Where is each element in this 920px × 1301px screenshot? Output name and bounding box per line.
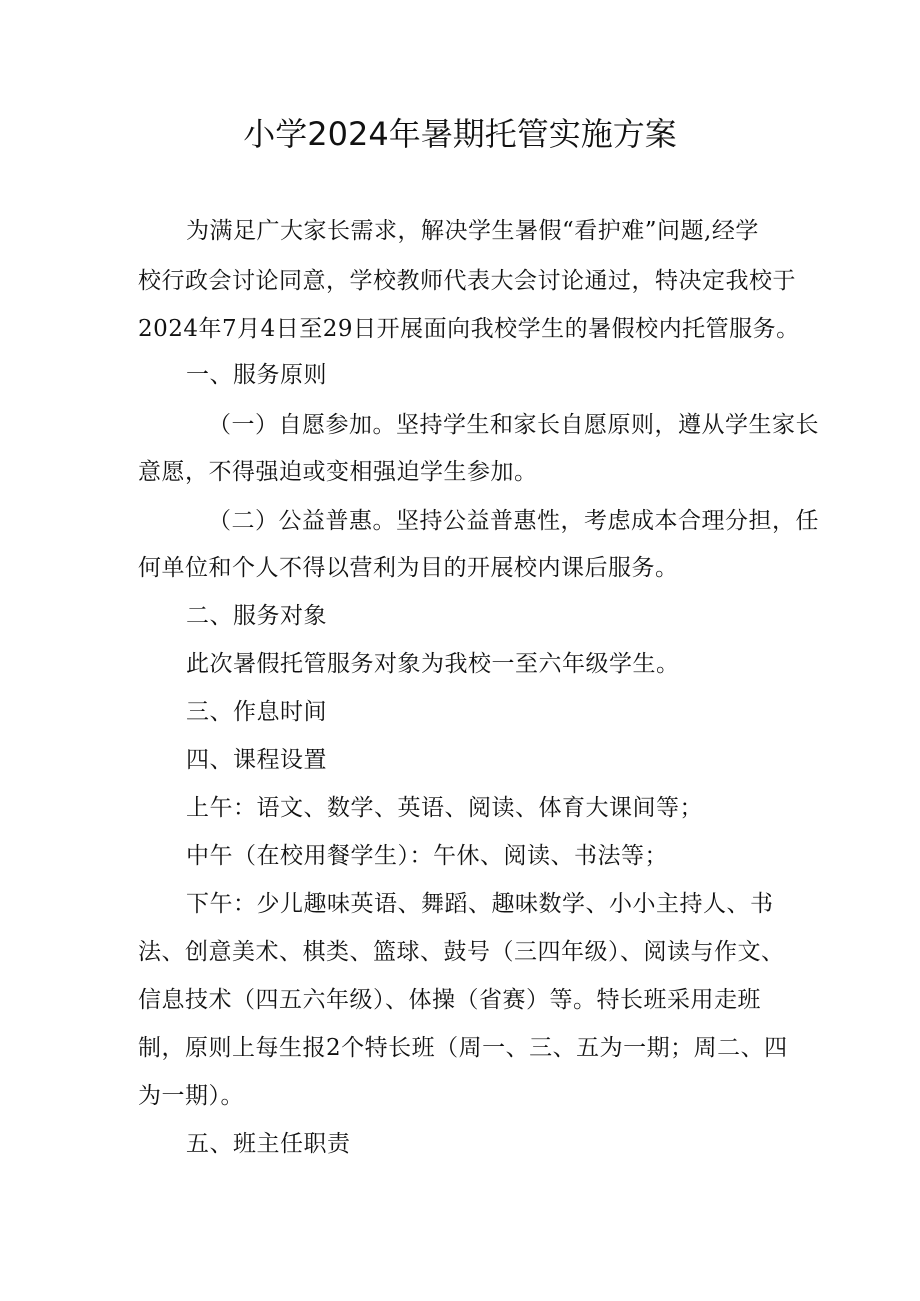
document-title: 小学2024年暑期托管实施方案 — [243, 115, 677, 153]
section-heading: 一、服务原则 — [186, 362, 327, 388]
section-heading: 二、服务对象 — [186, 603, 327, 629]
paragraph-line: 下午：少儿趣味英语、舞蹈、趣味数学、小小主持人、书 — [186, 891, 774, 917]
section-heading: 五、班主任职责 — [186, 1131, 351, 1157]
paragraph-line: 此次暑假托管服务对象为我校一至六年级学生。 — [186, 651, 680, 677]
paragraph-line: 信息技术（四五六年级）、体操（省赛）等。特长班采用走班 — [138, 987, 761, 1013]
paragraph-line: 上午：语文、数学、英语、阅读、体育大课间等； — [186, 795, 703, 821]
paragraph-line: 校行政会讨论同意，学校教师代表大会讨论通过，特决定我校于 — [138, 268, 796, 294]
paragraph-line: 中午（在校用餐学生）：午休、阅读、书法等； — [186, 843, 668, 869]
section-heading: 三、作息时间 — [186, 699, 327, 725]
paragraph-line: 2024年7月4日至29日开展面向我校学生的暑假校内托管服务。 — [138, 316, 800, 342]
paragraph-line: （一）自愿参加。坚持学生和家长自愿原则，遵从学生家长 — [208, 412, 819, 438]
paragraph-line: （二）公益普惠。坚持公益普惠性，考虑成本合理分担，任 — [208, 508, 819, 534]
section-heading: 四、课程设置 — [186, 747, 327, 773]
paragraph-line: 意愿，不得强迫或变相强迫学生参加。 — [138, 459, 538, 485]
paragraph-line: 法、创意美术、棋类、篮球、鼓号（三四年级）、阅读与作文、 — [138, 939, 785, 965]
paragraph-line: 制，原则上每生报2个特长班（周一、三、五为一期；周二、四 — [138, 1035, 788, 1061]
paragraph-line: 为满足广大家长需求，解决学生暑假“看护难”问题,经学 — [186, 218, 759, 244]
paragraph-line: 为一期）。 — [138, 1083, 244, 1109]
paragraph-line: 何单位和个人不得以营利为目的开展校内课后服务。 — [138, 555, 679, 581]
